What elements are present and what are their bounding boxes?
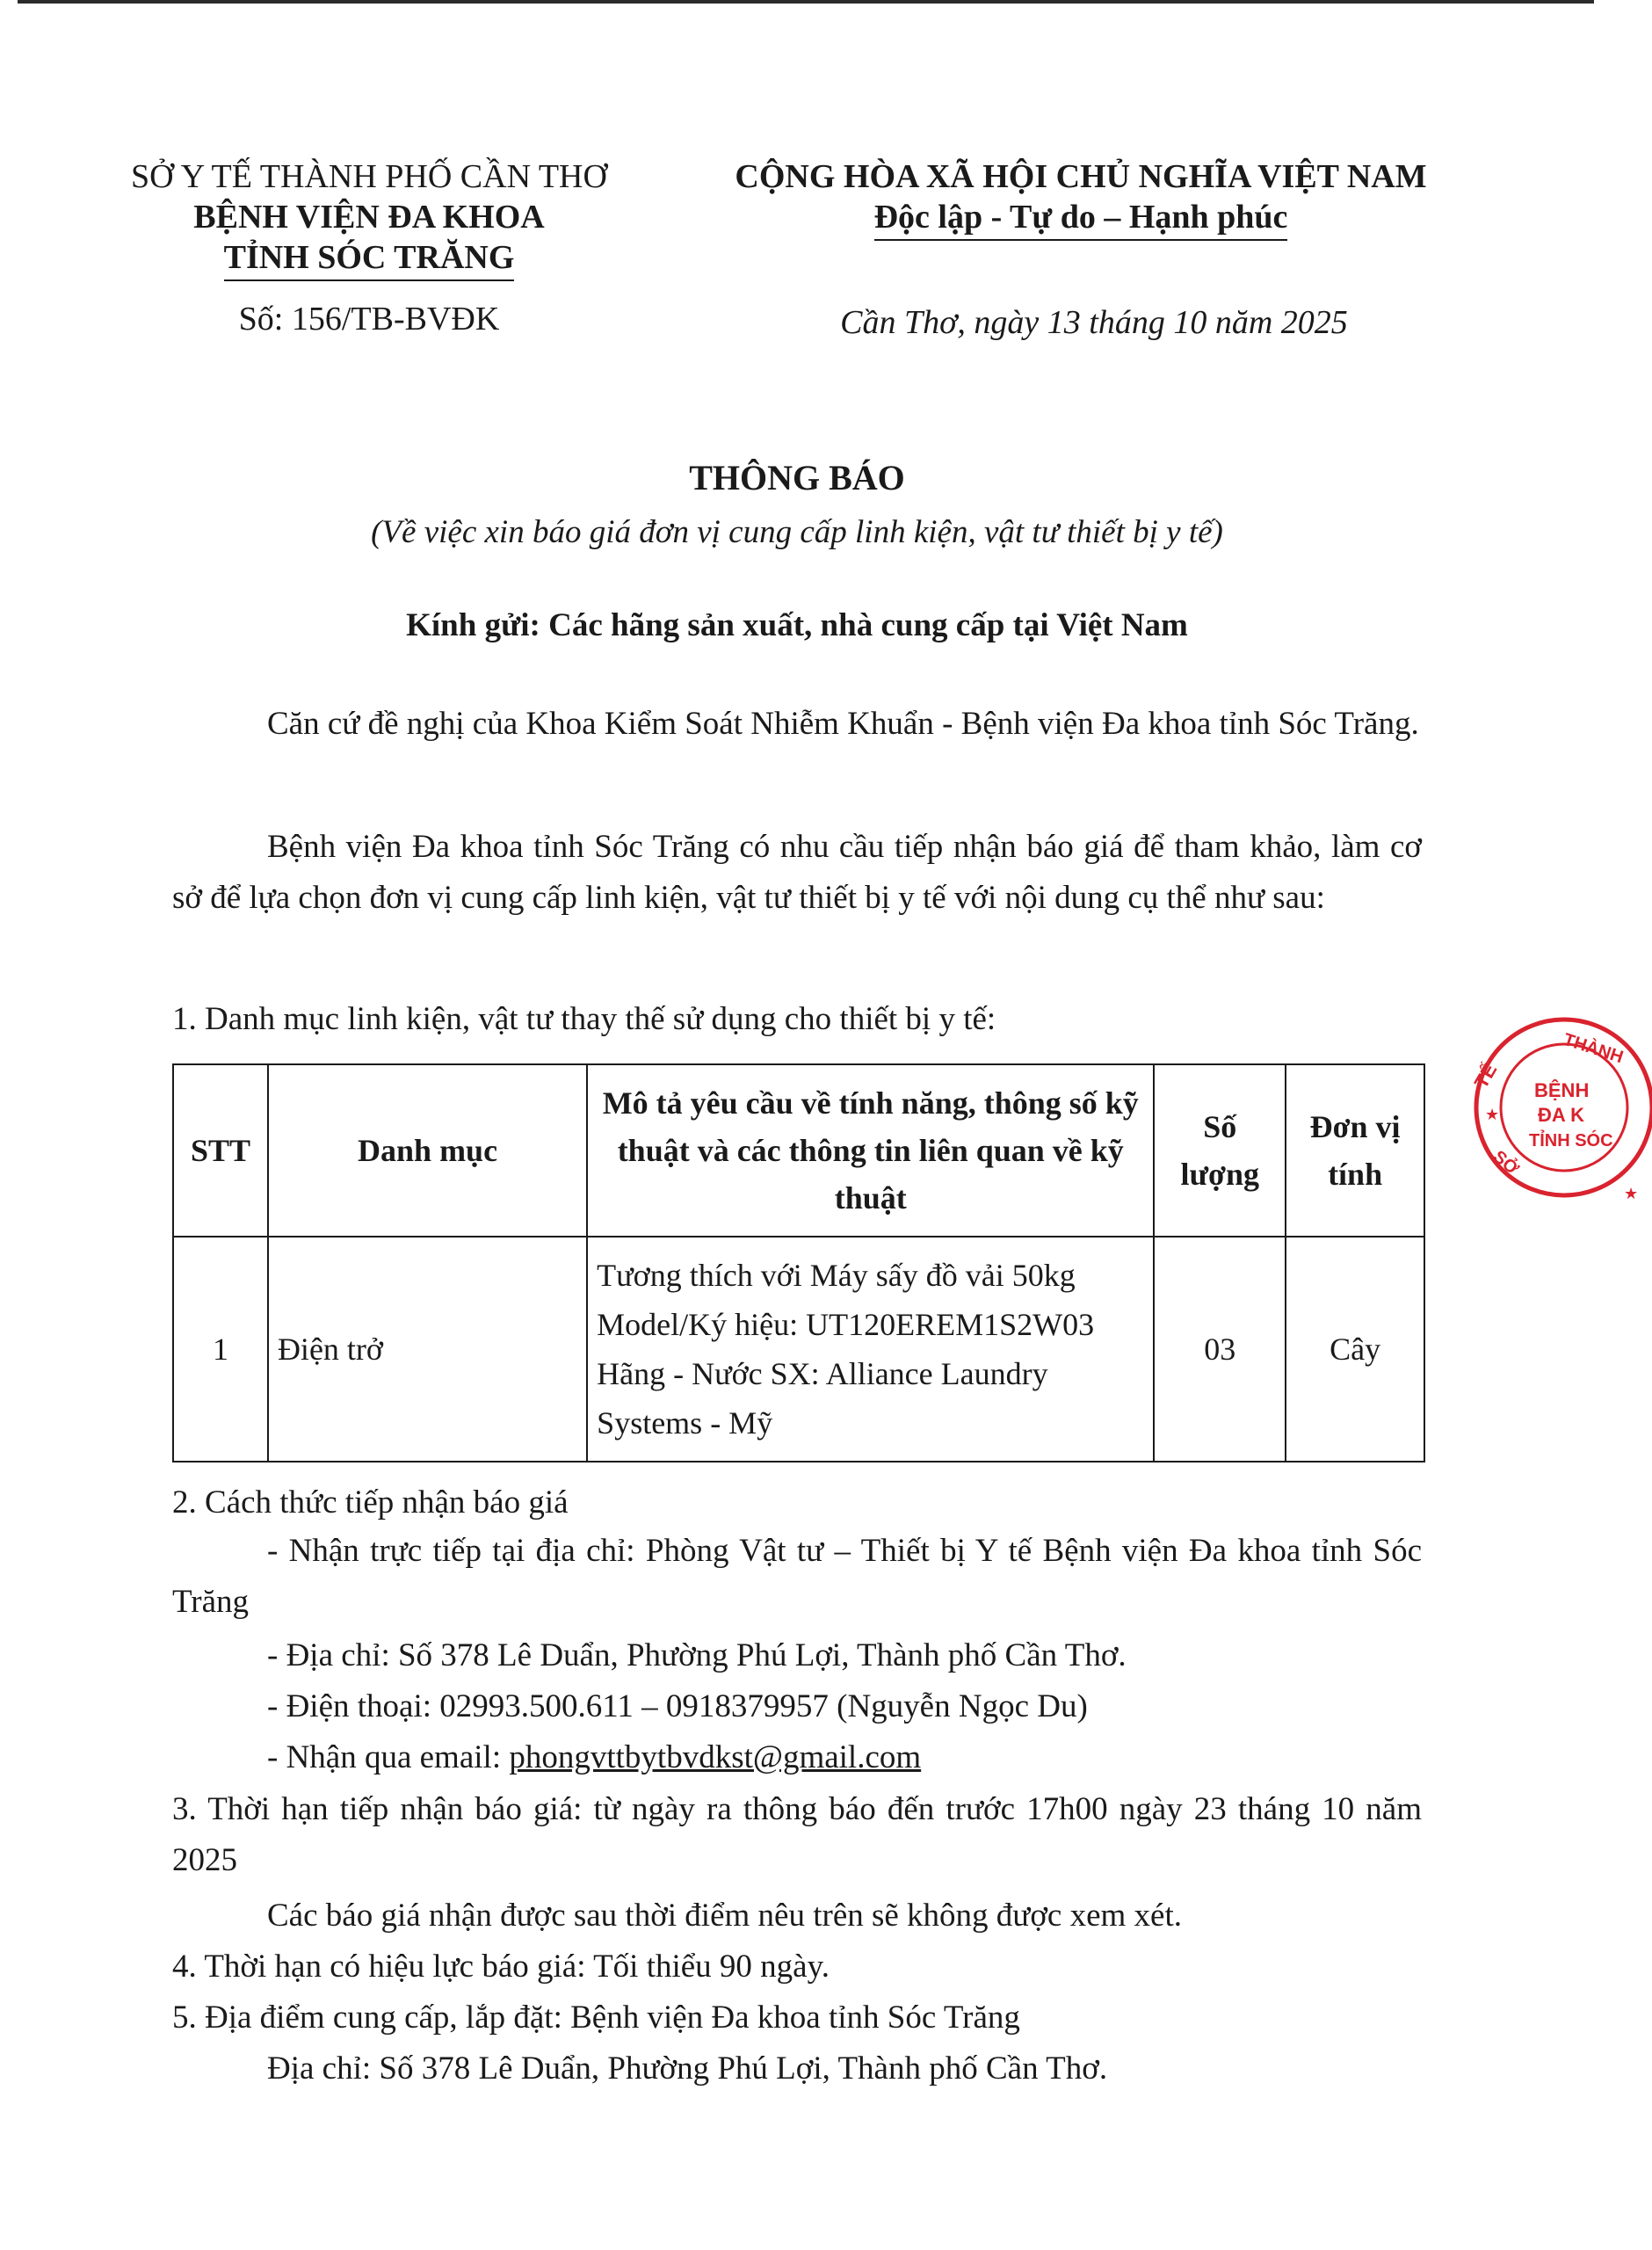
hospital-seal <box>1459 1011 1652 1204</box>
section-5-address: Địa chỉ: Số 378 Lê Duẩn, Phường Phú Lợi, Thành phố Cần Thơ. <box>267 2050 1108 2087</box>
national-motto: Độc lập - Tự do – Hạnh phúc <box>874 197 1288 241</box>
header-quantity: Số lượng <box>1154 1064 1286 1237</box>
seal-text-3: TỈNH SÓC <box>1529 1131 1613 1150</box>
section-3-note: Các báo giá nhận được sau thời điểm nêu trên sẽ không được xem xét. <box>267 1898 1183 1934</box>
section-2-phone: - Điện thoại: 02993.500.611 – 0918379957 (Nguyễn Ngọc Du) <box>267 1688 1088 1724</box>
header-right <box>694 156 1467 343</box>
header-item: Danh mục <box>268 1064 587 1237</box>
recipient-line: Kính gửi: Các hãng sản xuất, nhà cung cấp tại Việt Nam <box>406 607 1188 643</box>
section-1-title: 1. Danh mục linh kiện, vật tư thay thế sử dụng cho thiết bị y tế: <box>172 1001 996 1037</box>
desc-compatibility: Tương thích với Máy sấy đồ vải 50kg <box>597 1258 1076 1293</box>
table-header-row <box>173 1064 1424 1237</box>
cell-unit: Cây <box>1286 1237 1424 1462</box>
items-table <box>172 1063 1425 1462</box>
section-2-email-line <box>267 1738 921 1776</box>
section-3-title: 3. Thời hạn tiếp nhận báo giá: từ ngày ra thông báo đến trước 17h00 ngày 23 tháng 10 năm 2025 <box>172 1791 1422 1878</box>
hospital-name: BỆNH VIỆN ĐA KHOA <box>193 199 545 236</box>
document-date: Cần Thơ, ngày 13 tháng 10 năm 2025 <box>840 304 1348 341</box>
cell-stt: 1 <box>173 1237 268 1462</box>
paragraph-basis: Căn cứ đề nghị của Khoa Kiểm Soát Nhiễm Khuẩn - Bệnh viện Đa khoa tỉnh Sóc Trăng. <box>267 706 1419 742</box>
seal-text-left: TẾ <box>1469 1059 1502 1092</box>
document-title: THÔNG BÁO <box>689 458 905 497</box>
seal-text-2: ĐA K <box>1538 1104 1584 1126</box>
cell-item: Điện trở <box>268 1237 587 1462</box>
desc-model: Model/Ký hiệu: UT120EREM1S2W03 <box>597 1307 1095 1342</box>
seal-text-1: BỆNH <box>1534 1079 1590 1101</box>
table-row <box>173 1237 1424 1462</box>
section-5-title: 5. Địa điểm cung cấp, lắp đặt: Bệnh viện Đa khoa tỉnh Sóc Trăng <box>172 2000 1020 2036</box>
section-2-title: 2. Cách thức tiếp nhận báo giá <box>172 1484 569 1521</box>
cell-quantity: 03 <box>1154 1237 1286 1462</box>
seal-text-top: THÀNH <box>1561 1029 1626 1068</box>
document-subtitle: (Về việc xin báo giá đơn vị cung cấp linh kiện, vật tư thiết bị y tế) <box>371 514 1223 550</box>
desc-manufacturer: Hãng - Nước SX: Alliance Laundry Systems - Mỹ <box>597 1356 1048 1441</box>
email-label: - Nhận qua email: <box>267 1739 510 1775</box>
seal-text-bottom: SỞ <box>1489 1146 1523 1179</box>
header-left <box>105 156 633 339</box>
hospital-province: TỈNH SÓC TRĂNG <box>224 237 515 281</box>
country-name: CỘNG HÒA XÃ HỘI CHỦ NGHĨA VIỆT NAM <box>735 158 1427 195</box>
scan-top-border <box>18 0 1594 4</box>
section-2-direct: - Nhận trực tiếp tại địa chỉ: Phòng Vật tư – Thiết bị Y tế Bệnh viện Đa khoa tỉnh Sóc Trăng <box>172 1533 1422 1620</box>
section-4-title: 4. Thời hạn có hiệu lực báo giá: Tối thiểu 90 ngày. <box>172 1949 830 1985</box>
header-stt: STT <box>173 1064 268 1237</box>
section-2-address: - Địa chỉ: Số 378 Lê Duẩn, Phường Phú Lợi, Thành phố Cần Thơ. <box>267 1637 1127 1673</box>
header-description: Mô tả yêu cầu về tính năng, thông số kỹ thuật và các thông tin liên quan về kỹ thuật <box>587 1064 1154 1237</box>
email-link[interactable]: phongvttbytbvdkst@gmail.com <box>509 1739 922 1775</box>
seal-star-left-icon: ★ <box>1485 1106 1500 1123</box>
seal-star-bottom-icon: ★ <box>1624 1185 1639 1202</box>
cell-description <box>587 1237 1154 1462</box>
department-name: SỞ Y TẾ THÀNH PHỐ CẦN THƠ <box>131 158 607 195</box>
document-number: Số: 156/TB-BVĐK <box>238 301 500 338</box>
header-unit: Đơn vị tính <box>1286 1064 1424 1237</box>
paragraph-purpose: Bệnh viện Đa khoa tỉnh Sóc Trăng có nhu cầu tiếp nhận báo giá để tham khảo, làm cơ sở để lựa chọn đơn vị cung cấp linh kiện, vật tư thiết bị y tế với nội dung cụ thể như sau: <box>172 829 1422 916</box>
